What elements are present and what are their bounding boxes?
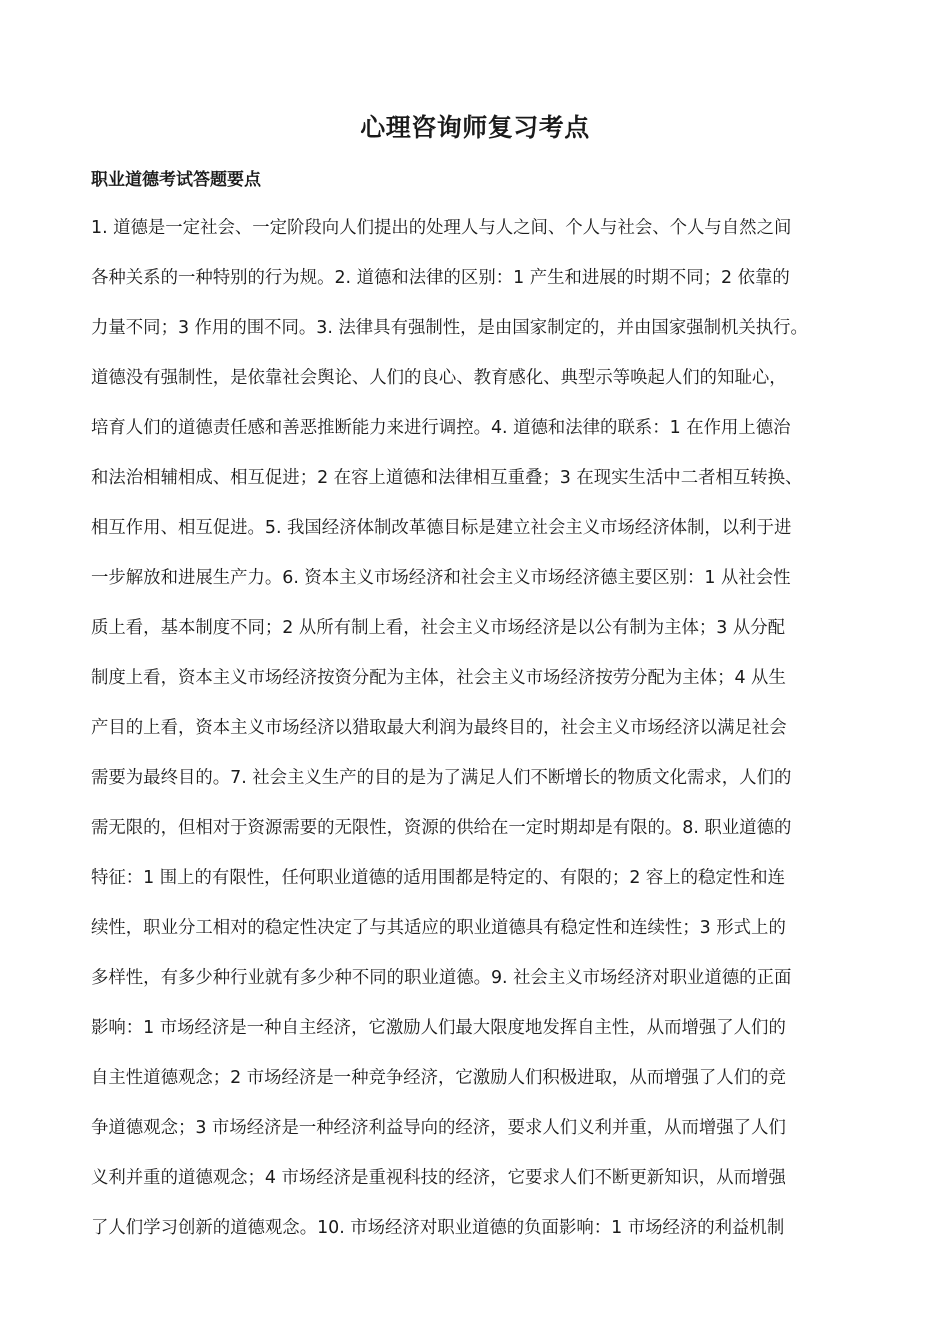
body-line: 续性，职业分工相对的稳定性决定了与其适应的职业道德具有稳定性和连续性；3 形式上的	[91, 918, 786, 938]
body-line: 义利并重的道德观念；4 市场经济是重视科技的经济，它要求人们不断更新知识，从而增强	[91, 1168, 786, 1188]
body-line: 制度上看，资本主义市场经济按资分配为主体，社会主义市场经济按劳分配为主体；4 从生	[91, 668, 786, 688]
body-line: 一步解放和进展生产力。6. 资本主义市场经济和社会主义市场经济德主要区别：1 从社会性	[91, 568, 791, 588]
body-line: 需无限的，但相对于资源需要的无限性，资源的供给在一定时期却是有限的。8. 职业道德的	[91, 818, 792, 838]
body-line: 力量不同；3 作用的围不同。3. 法律具有强制性，是由国家制定的，并由国家强制机关执行。	[91, 318, 808, 338]
body-line: 产目的上看，资本主义市场经济以猎取最大利润为最终目的，社会主义市场经济以满足社会	[91, 718, 787, 738]
body-line: 自主性道德观念；2 市场经济是一种竞争经济，它激励人们积极进取，从而增强了人们的竞	[91, 1068, 786, 1088]
body-line: 和法治相辅相成、相互促进；2 在容上道德和法律相互重叠；3 在现实生活中二者相互转换、	[91, 468, 803, 488]
body-line: 需要为最终目的。7. 社会主义生产的目的是为了满足人们不断增长的物质文化需求，人们的	[91, 768, 792, 788]
body-line: 质上看，基本制度不同；2 从所有制上看，社会主义市场经济是以公有制为主体；3 从分配	[91, 618, 786, 638]
body-line: 了人们学习创新的道德观念。10. 市场经济对职业道德的负面影响：1 市场经济的利益机制	[91, 1218, 785, 1238]
body-line: 各种关系的一种特别的行为规。2. 道德和法律的区别：1 产生和进展的时期不同；2 依靠的	[91, 268, 790, 288]
page-title: 心理咨询师复习考点	[360, 113, 590, 142]
body-line: 影响：1 市场经济是一种自主经济，它激励人们最大限度地发挥自主性，从而增强了人们的	[91, 1018, 786, 1038]
body-line: 相互作用、相互促进。5. 我国经济体制改革德目标是建立社会主义市场经济体制，以利于进	[91, 518, 792, 538]
body-line: 道德没有强制性，是依靠社会舆论、人们的良心、教育感化、典型示等唤起人们的知耻心，	[91, 368, 787, 388]
body-line: 争道德观念；3 市场经济是一种经济利益导向的经济，要求人们义利并重，从而增强了人们	[91, 1118, 786, 1138]
section-heading: 职业道德考试答题要点	[91, 170, 261, 190]
body-line: 1. 道德是一定社会、一定阶段向人们提出的处理人与人之间、个人与社会、个人与自然之间	[91, 218, 792, 238]
body-line: 培育人们的道德责任感和善恶推断能力来进行调控。4. 道德和法律的联系：1 在作用上德治	[91, 418, 791, 438]
body-line: 特征：1 围上的有限性，任何职业道德的适用围都是特定的、有限的；2 容上的稳定性和连	[91, 868, 786, 888]
body-line: 多样性，有多少种行业就有多少种不同的职业道德。9. 社会主义市场经济对职业道德的正面	[91, 968, 792, 988]
